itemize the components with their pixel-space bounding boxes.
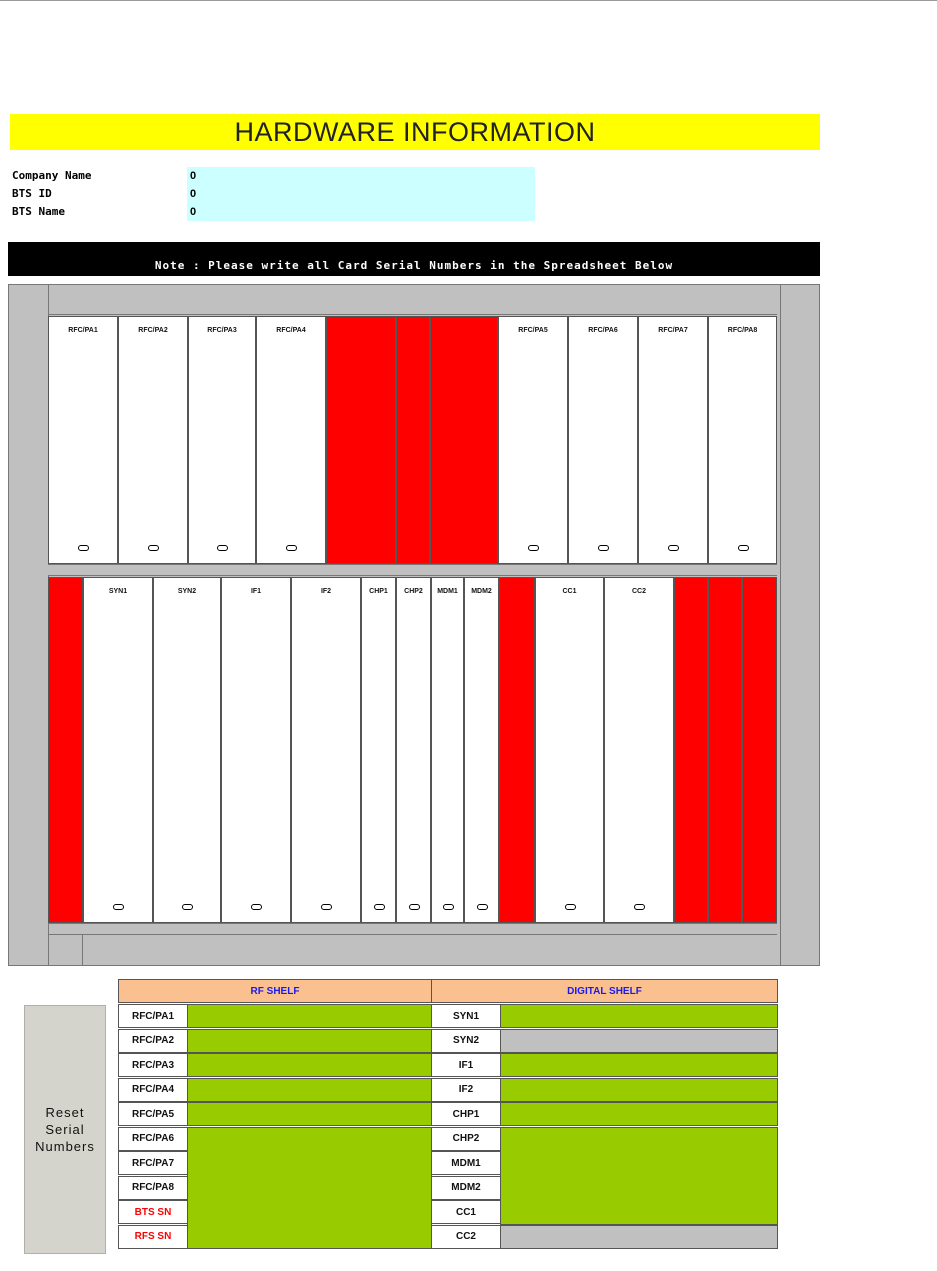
card-handle-icon: [565, 904, 576, 910]
digital-row-label: IF2: [431, 1078, 501, 1102]
digital-card-cc1[interactable]: [535, 577, 604, 923]
digital-card-if1[interactable]: [221, 577, 291, 923]
card-handle-icon: [182, 904, 193, 910]
bts-id-field[interactable]: 0: [187, 185, 535, 203]
digital-row-label: CC2: [431, 1225, 501, 1249]
card-label: RFC/PA6: [588, 327, 618, 334]
rf-serial-field[interactable]: [187, 1029, 432, 1053]
rf-serial-field[interactable]: [187, 1004, 432, 1028]
digital-card-mdm2[interactable]: [464, 577, 499, 923]
bts-name-field[interactable]: 0: [187, 203, 535, 221]
chassis-bottom-strip: [48, 923, 777, 935]
card-handle-icon: [528, 545, 539, 551]
card-handle-icon: [477, 904, 488, 910]
company-name-row: [12, 167, 542, 185]
card-handle-icon: [668, 545, 679, 551]
card-handle-icon: [443, 904, 454, 910]
digital-blank-slot: [48, 577, 83, 923]
card-handle-icon: [738, 545, 749, 551]
digital-serial-field[interactable]: [500, 1102, 778, 1126]
rf-row-label: RFC/PA5: [118, 1102, 188, 1126]
card-label: RFC/PA5: [518, 327, 548, 334]
card-label: CC2: [631, 588, 646, 595]
digital-card-syn1[interactable]: [83, 577, 153, 923]
rf-card-rfcpa4[interactable]: [256, 316, 326, 564]
company-name-field[interactable]: 0: [187, 167, 535, 185]
card-handle-icon: [217, 545, 228, 551]
rf-card-rfcpa5[interactable]: [498, 316, 568, 564]
card-handle-icon: [634, 904, 645, 910]
digital-serial-field[interactable]: [500, 1004, 778, 1028]
card-handle-icon: [374, 904, 385, 910]
digital-blank-slot: [499, 577, 535, 923]
digital-serial-field-merged[interactable]: [500, 1127, 778, 1225]
digital-row-label: SYN1: [431, 1004, 501, 1028]
card-label: RFC/PA3: [207, 327, 237, 334]
card-handle-icon: [321, 904, 332, 910]
digital-blank-slot: [742, 577, 777, 923]
chassis-top-strip: [48, 284, 777, 315]
card-label: MDM1: [437, 588, 458, 595]
card-label: RFC/PA4: [276, 327, 306, 334]
card-label: RFC/PA8: [727, 327, 758, 334]
rf-row-label: RFC/PA7: [118, 1151, 188, 1175]
card-label: CHP1: [369, 588, 388, 595]
digital-row-label: CHP1: [431, 1102, 501, 1126]
card-handle-icon: [286, 545, 297, 551]
card-label: RFC/PA2: [138, 327, 168, 334]
card-label: RFC/PA1: [68, 327, 98, 334]
rf-row-label: RFC/PA3: [118, 1053, 188, 1077]
reset-serial-numbers-button[interactable]: Reset Serial Numbers: [24, 1005, 106, 1254]
digital-card-mdm1[interactable]: [431, 577, 464, 923]
rf-serial-field[interactable]: [187, 1053, 432, 1077]
card-handle-icon: [598, 545, 609, 551]
rf-blank-slot: [396, 316, 430, 564]
bts-name-row: [12, 203, 542, 221]
card-label: SYN2: [177, 588, 197, 595]
rf-row-label: RFC/PA4: [118, 1078, 188, 1102]
company-name-label: Company Name: [12, 169, 92, 182]
digital-row-label: MDM1: [431, 1151, 501, 1175]
digital-blank-slot: [708, 577, 742, 923]
rf-serial-field[interactable]: [187, 1078, 432, 1102]
digital-row-label: CHP2: [431, 1127, 501, 1151]
rf-row-label: RFC/PA2: [118, 1029, 188, 1053]
rf-card-rfcpa8[interactable]: [708, 316, 777, 564]
digital-serial-field: [500, 1029, 778, 1053]
rf-row-label: RFC/PA1: [118, 1004, 188, 1028]
card-label: IF1: [250, 588, 262, 595]
rf-row-label: RFC/PA6: [118, 1127, 188, 1151]
card-label: MDM2: [471, 588, 492, 595]
rf-blank-slot: [326, 316, 396, 564]
rf-blank-slot: [430, 316, 498, 564]
digital-serial-field-disabled: [500, 1225, 778, 1249]
page-title: HARDWARE INFORMATION: [10, 114, 820, 150]
chassis-mid-strip: [48, 564, 777, 576]
card-label: IF2: [320, 588, 332, 595]
digital-card-cc2[interactable]: [604, 577, 674, 923]
card-handle-icon: [148, 545, 159, 551]
rf-row-label: RFC/PA8: [118, 1176, 188, 1200]
digital-card-chp1[interactable]: [361, 577, 396, 923]
digital-card-syn2[interactable]: [153, 577, 221, 923]
rf-shelf-header: RF SHELF: [118, 979, 432, 1003]
rf-card-rfcpa6[interactable]: [568, 316, 638, 564]
rf-row-label: BTS SN: [118, 1200, 188, 1224]
chassis-bottom-cell: [48, 935, 83, 965]
digital-serial-field[interactable]: [500, 1053, 778, 1077]
digital-row-label: IF1: [431, 1053, 501, 1077]
rf-card-rfcpa2[interactable]: [118, 316, 188, 564]
card-label: CC1: [562, 588, 577, 595]
top-divider: [0, 0, 937, 1]
rf-serial-field[interactable]: [187, 1102, 432, 1126]
card-handle-icon: [113, 904, 124, 910]
card-handle-icon: [409, 904, 420, 910]
rf-card-rfcpa1[interactable]: [48, 316, 118, 564]
rf-row-label: RFS SN: [118, 1225, 188, 1249]
rf-card-rfcpa7[interactable]: [638, 316, 708, 564]
digital-card-chp2[interactable]: [396, 577, 431, 923]
digital-card-if2[interactable]: [291, 577, 361, 923]
card-label: CHP2: [404, 588, 423, 595]
digital-row-label: CC1: [431, 1200, 501, 1224]
digital-shelf-header: DIGITAL SHELF: [431, 979, 778, 1003]
digital-row-label: SYN2: [431, 1029, 501, 1053]
rf-serial-field-merged[interactable]: [187, 1127, 432, 1250]
card-handle-icon: [251, 904, 262, 910]
card-label: RFC/PA7: [658, 327, 688, 334]
digital-blank-slot: [674, 577, 708, 923]
bts-id-label: BTS ID: [12, 187, 52, 200]
card-handle-icon: [78, 545, 89, 551]
digital-serial-field[interactable]: [500, 1078, 778, 1102]
digital-row-label: MDM2: [431, 1176, 501, 1200]
note-banner: Note : Please write all Card Serial Numbers in the Spreadsheet Below: [8, 242, 820, 276]
bts-id-row: [12, 185, 542, 203]
card-label: SYN1: [108, 588, 128, 595]
rf-card-rfcpa3[interactable]: [188, 316, 256, 564]
bts-name-label: BTS Name: [12, 205, 65, 218]
